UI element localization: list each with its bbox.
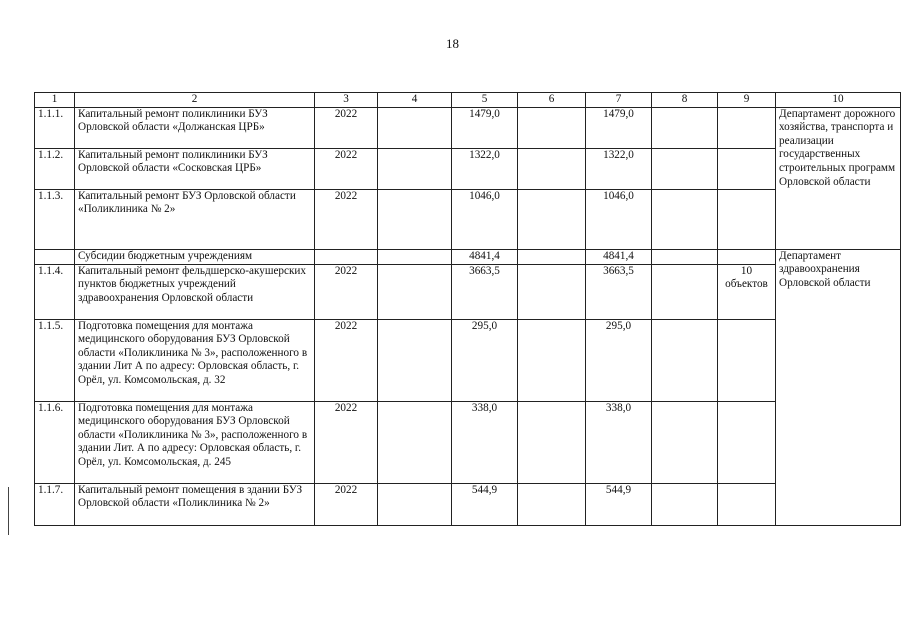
- row-col7: 1479,0: [586, 107, 652, 148]
- row-col5: 338,0: [452, 401, 518, 483]
- row-name: Капитальный ремонт БУЗ Орловской области «Поликлиника № 2»: [75, 189, 315, 249]
- row-col6: [518, 148, 586, 189]
- table-row: [35, 483, 901, 525]
- row-number: 1.1.6.: [35, 401, 75, 483]
- row-col5: 4841,4: [452, 249, 518, 264]
- row-col9: 10 объектов: [718, 264, 776, 319]
- row-col4: [378, 249, 452, 264]
- row-col9: [718, 401, 776, 483]
- row-number: 1.1.7.: [35, 483, 75, 525]
- row-number: 1.1.2.: [35, 148, 75, 189]
- row-number: [35, 249, 75, 264]
- row-col4: [378, 483, 452, 525]
- row-col4: [378, 189, 452, 249]
- row-col9: [718, 319, 776, 401]
- header-cell: 3: [315, 93, 378, 108]
- row-col9: [718, 107, 776, 148]
- table-row: [35, 401, 901, 483]
- row-col8: [652, 483, 718, 525]
- row-year: 2022: [315, 264, 378, 319]
- row-col5: 1046,0: [452, 189, 518, 249]
- row-name: Капитальный ремонт поликлиники БУЗ Орловской области «Сосковская ЦРБ»: [75, 148, 315, 189]
- row-col6: [518, 319, 586, 401]
- row-col9: [718, 148, 776, 189]
- row-col5: 3663,5: [452, 264, 518, 319]
- row-number: 1.1.1.: [35, 107, 75, 148]
- row-col6: [518, 107, 586, 148]
- row-name: Капитальный ремонт помещения в здании БУЗ Орловской области «Поликлиника № 2»: [75, 483, 315, 525]
- row-col9: [718, 249, 776, 264]
- row-col5: 544,9: [452, 483, 518, 525]
- header-cell: 5: [452, 93, 518, 108]
- row-col9: [718, 483, 776, 525]
- row-number: 1.1.3.: [35, 189, 75, 249]
- row-col8: [652, 264, 718, 319]
- row-name: Капитальный ремонт поликлиники БУЗ Орловской области «Должанская ЦРБ»: [75, 107, 315, 148]
- row-name: Субсидии бюджетным учреждениям: [75, 249, 315, 264]
- row-col4: [378, 264, 452, 319]
- row-col5: 1322,0: [452, 148, 518, 189]
- row-col9: [718, 189, 776, 249]
- row-col8: [652, 249, 718, 264]
- row-number: 1.1.4.: [35, 264, 75, 319]
- table-row: [35, 319, 901, 401]
- row-col6: [518, 189, 586, 249]
- row-col8: [652, 401, 718, 483]
- header-cell: 9: [718, 93, 776, 108]
- row-col7: 4841,4: [586, 249, 652, 264]
- row-name: Подготовка помещения для монтажа медицинского оборудования БУЗ Орловской области «Поликлиника № 3», расположенного в здании Лит А по адресу: Орловская область, г. Орёл, ул. Комсомольская, д. 32: [75, 319, 315, 401]
- row-col6: [518, 249, 586, 264]
- header-cell: 4: [378, 93, 452, 108]
- row-col8: [652, 319, 718, 401]
- row-number: 1.1.5.: [35, 319, 75, 401]
- row-col4: [378, 401, 452, 483]
- row-year: 2022: [315, 148, 378, 189]
- row-name: Подготовка помещения для монтажа медицинского оборудования БУЗ Орловской области «Поликлиника № 3», расположенного в здании Лит. А по адресу: Орловская область, г. Орёл, ул. Комсомольская, д. 245: [75, 401, 315, 483]
- row-year: 2022: [315, 483, 378, 525]
- page-number: 18: [446, 36, 459, 51]
- scan-edge-mark: [8, 487, 9, 535]
- header-cell: 2: [75, 93, 315, 108]
- table-row: [35, 189, 901, 249]
- row-year: 2022: [315, 401, 378, 483]
- row-col6: [518, 264, 586, 319]
- department-roads: Департамент дорожного хозяйства, транспорта и реализации государственных строительных программ Орловской области: [776, 107, 901, 249]
- row-col7: 338,0: [586, 401, 652, 483]
- row-col4: [378, 148, 452, 189]
- row-year: 2022: [315, 319, 378, 401]
- row-col7: 1046,0: [586, 189, 652, 249]
- row-year: 2022: [315, 189, 378, 249]
- row-col6: [518, 483, 586, 525]
- row-col5: 295,0: [452, 319, 518, 401]
- row-col8: [652, 148, 718, 189]
- row-year: [315, 249, 378, 264]
- row-col4: [378, 319, 452, 401]
- row-col7: 544,9: [586, 483, 652, 525]
- row-name: Капитальный ремонт фельдшерско-акушерских пунктов бюджетных учреждений здравоохранения Орловской области: [75, 264, 315, 319]
- row-col5: 1479,0: [452, 107, 518, 148]
- header-cell: 7: [586, 93, 652, 108]
- row-col8: [652, 107, 718, 148]
- row-col7: 1322,0: [586, 148, 652, 189]
- header-cell: 6: [518, 93, 586, 108]
- header-cell: 8: [652, 93, 718, 108]
- row-col8: [652, 189, 718, 249]
- row-col7: 3663,5: [586, 264, 652, 319]
- table-row: [35, 107, 901, 148]
- table-row: [35, 148, 901, 189]
- row-year: 2022: [315, 107, 378, 148]
- row-col4: [378, 107, 452, 148]
- row-col6: [518, 401, 586, 483]
- table-row: [35, 264, 901, 319]
- department-health: Департамент здравоохранения Орловской области: [776, 249, 901, 525]
- table-row: [35, 249, 901, 264]
- header-row: [35, 93, 901, 108]
- header-cell: 10: [776, 93, 901, 108]
- program-table: [34, 92, 901, 526]
- header-cell: 1: [35, 93, 75, 108]
- row-col7: 295,0: [586, 319, 652, 401]
